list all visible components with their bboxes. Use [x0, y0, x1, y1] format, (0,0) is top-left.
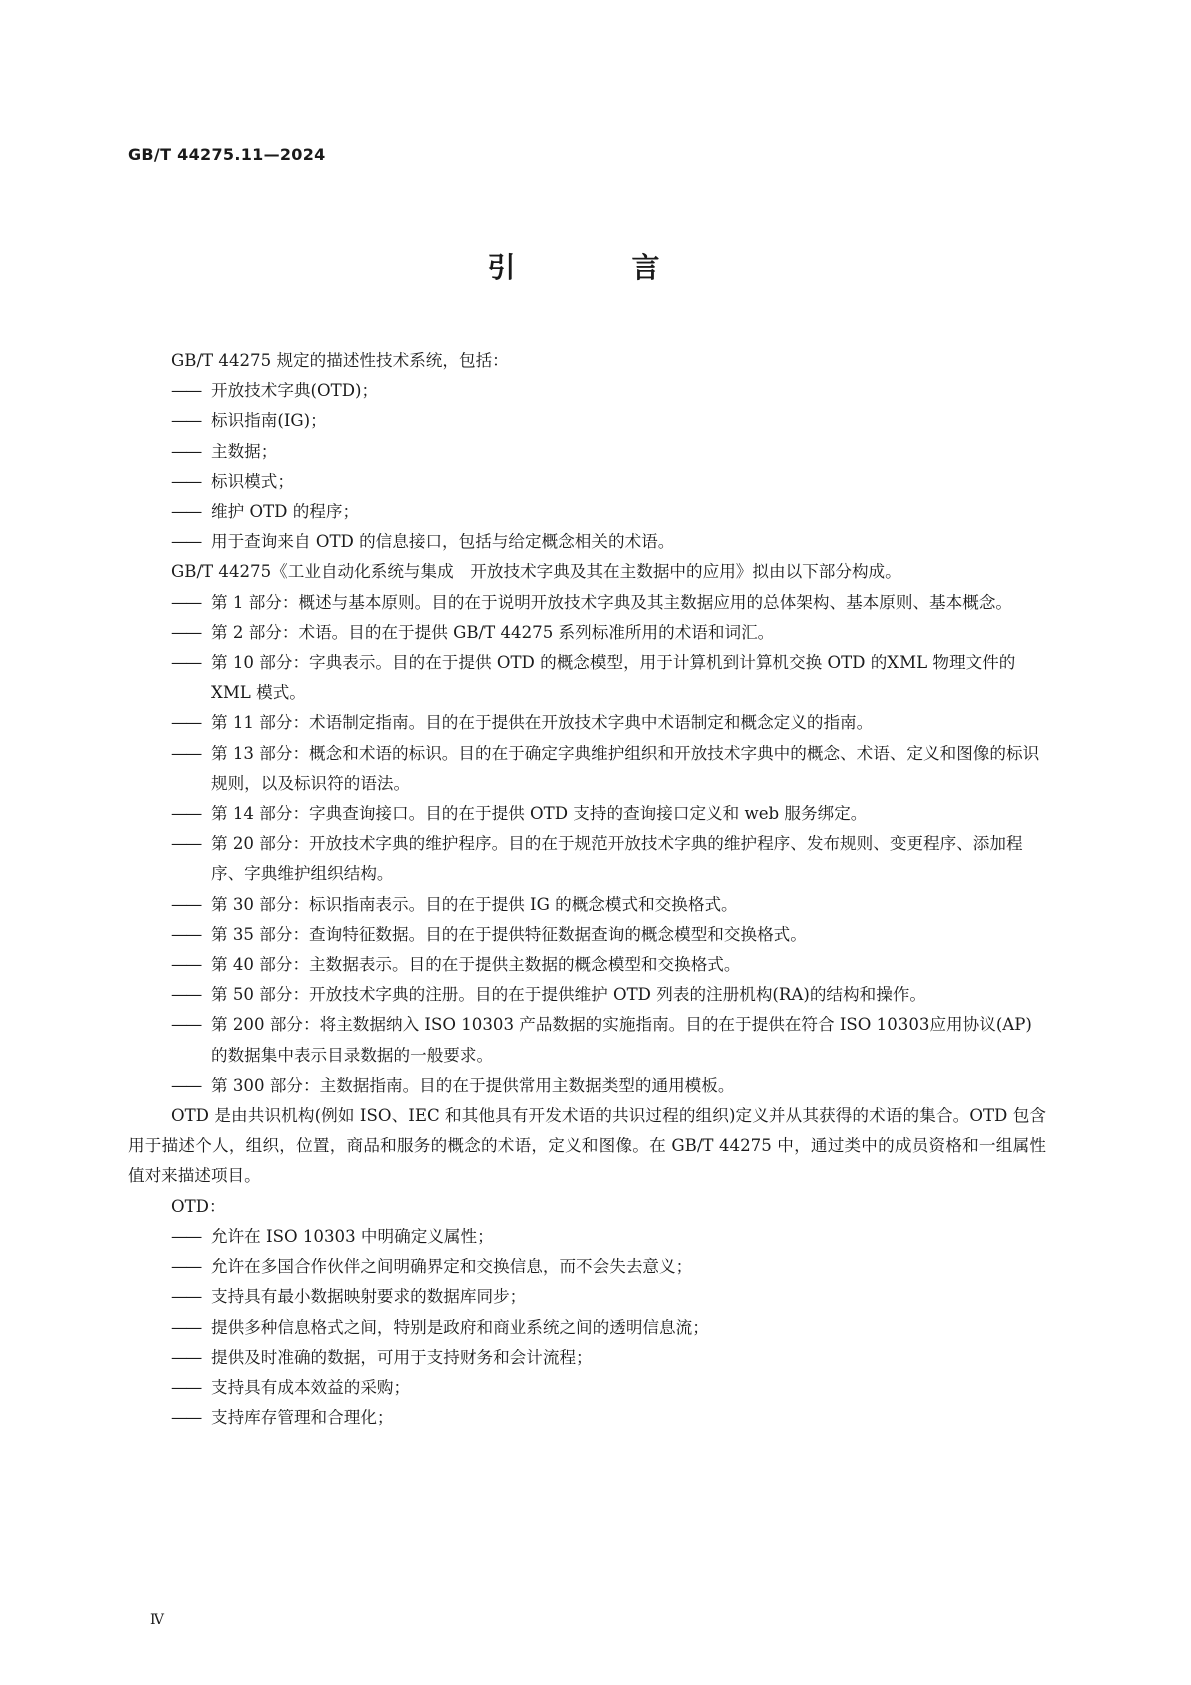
- paragraph: GB/T 44275《工业自动化系统与集成 开放技术字典及其在主数据中的应用》拟由以下部分构成。: [171, 562, 902, 582]
- list-item: —— 标识指南(IG)；: [171, 406, 1046, 436]
- list-item: —— 开放技术字典(OTD)；: [171, 376, 1046, 406]
- list-item: —— 维护 OTD 的程序；: [171, 497, 1046, 527]
- list-item: —— 第 20 部分：开放技术字典的维护程序。目的在于规范开放技术字典的维护程序、发布规则、变更程序、添加程序、字典维护组织结构。: [171, 829, 1046, 889]
- paragraph: OTD 是由共识机构(例如 ISO、IEC 和其他具有开发术语的共识过程的组织)定义并从其获得的术语的集合。OTD 包含用于描述个人，组织，位置，商品和服务的概念的术语，定义和图像。在 GB/T 44275 中，通过类中的成员资格和一组属性值对来描述项目。: [128, 1106, 1046, 1186]
- standard-code: GB/T 44275.11—2024: [128, 145, 326, 164]
- list-item: —— 提供及时准确的数据，可用于支持财务和会计流程；: [171, 1343, 1046, 1373]
- list-item: —— 第 200 部分：将主数据纳入 ISO 10303 产品数据的实施指南。目的在于提供在符合 ISO 10303应用协议(AP)的数据集中表示目录数据的一般要求。: [171, 1010, 1046, 1070]
- page-title: 引 言: [487, 251, 704, 284]
- list-item: —— 第 10 部分：字典表示。目的在于提供 OTD 的概念模型，用于计算机到计算机交换 OTD 的XML 物理文件的 XML 模式。: [171, 648, 1046, 708]
- list-item: —— 第 40 部分：主数据表示。目的在于提供主数据的概念模型和交换格式。: [171, 950, 1046, 980]
- list-item: —— 支持库存管理和合理化；: [171, 1403, 1046, 1433]
- list-item: —— 第 2 部分：术语。目的在于提供 GB/T 44275 系列标准所用的术语和词汇。: [171, 618, 1046, 648]
- list-item: —— 第 50 部分：开放技术字典的注册。目的在于提供维护 OTD 列表的注册机构(RA)的结构和操作。: [171, 980, 1046, 1010]
- list-item: —— 第 30 部分：标识指南表示。目的在于提供 IG 的概念模式和交换格式。: [171, 890, 1046, 920]
- list-item: —— 第 300 部分：主数据指南。目的在于提供常用主数据类型的通用模板。: [171, 1071, 1046, 1101]
- list-item: —— 第 35 部分：查询特征数据。目的在于提供特征数据查询的概念模型和交换格式。: [171, 920, 1046, 950]
- list-item: —— 提供多种信息格式之间，特别是政府和商业系统之间的透明信息流；: [171, 1313, 1046, 1343]
- list-item: —— 用于查询来自 OTD 的信息接口，包括与给定概念相关的术语。: [171, 527, 1046, 557]
- list-item: —— 允许在 ISO 10303 中明确定义属性；: [171, 1222, 1046, 1252]
- paragraph: OTD：: [171, 1196, 226, 1216]
- page-number: Ⅳ: [150, 1612, 164, 1628]
- body-text: [128, 346, 1046, 1433]
- list-item: —— 第 14 部分：字典查询接口。目的在于提供 OTD 支持的查询接口定义和 web 服务绑定。: [171, 799, 1046, 829]
- list-item: —— 第 11 部分：术语制定指南。目的在于提供在开放技术字典中术语制定和概念定义的指南。: [171, 708, 1046, 738]
- list-item: —— 支持具有最小数据映射要求的数据库同步；: [171, 1282, 1046, 1312]
- list-item: —— 主数据；: [171, 437, 1046, 467]
- list-item: —— 第 13 部分：概念和术语的标识。目的在于确定字典维护组织和开放技术字典中的概念、术语、定义和图像的标识规则，以及标识符的语法。: [171, 739, 1046, 799]
- list-item: —— 允许在多国合作伙伴之间明确界定和交换信息，而不会失去意义；: [171, 1252, 1046, 1282]
- list-item: —— 支持具有成本效益的采购；: [171, 1373, 1046, 1403]
- list-item: —— 第 1 部分：概述与基本原则。目的在于说明开放技术字典及其主数据应用的总体架构、基本原则、基本概念。: [171, 588, 1046, 618]
- paragraph: GB/T 44275 规定的描述性技术系统，包括：: [171, 351, 509, 370]
- list-item: —— 标识模式；: [171, 467, 1046, 497]
